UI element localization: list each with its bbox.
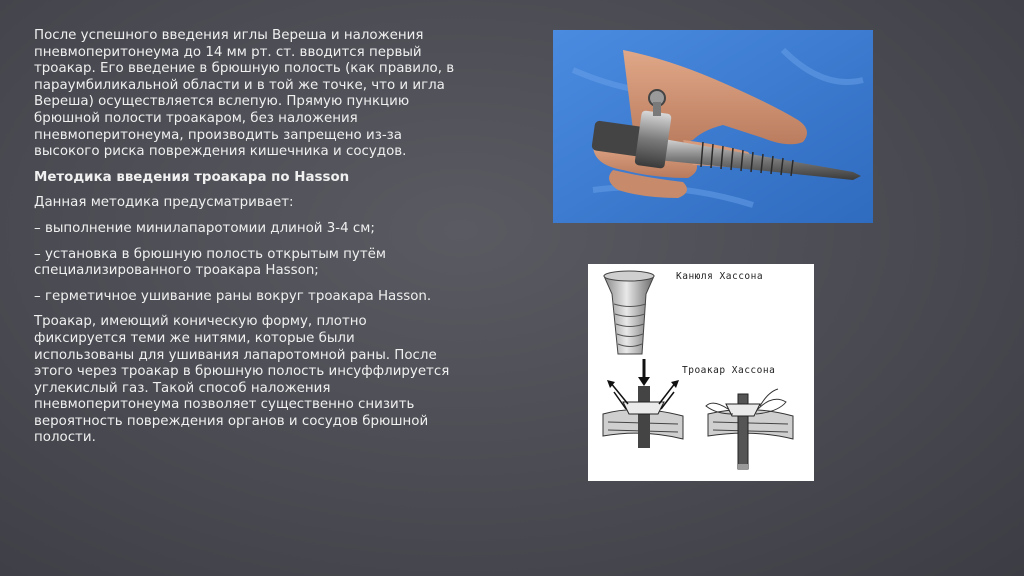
method-intro: Данная методика предусматривает:: [34, 195, 294, 211]
closing-paragraph: Троакар, имеющий коническую форму, плотно фиксируется теми же нитями, которые были использованы для ушивания лапаротомной раны. После этого через троакар в брюшную полость инсуффлируется углекислый газ. Такой способ наложения пневмоперитонеума позволяет существенно снизить вероятность повреждения органов и сосудов брюшной полости.: [34, 314, 450, 446]
list-item: – выполнение минилапаротомии длиной 3-4 см;: [34, 220, 375, 236]
hasson-diagram: [588, 264, 814, 481]
cannula-label: Канюля Хассона: [676, 271, 764, 282]
trocar-label: Троакар Хассона: [682, 365, 776, 376]
hasson-heading: Методика введения троакара по Hasson: [34, 169, 350, 185]
trocar-photo: [553, 30, 873, 223]
list-item: – установка в брюшную полость открытым путём специализированного троакара Hasson;: [34, 246, 386, 279]
intro-paragraph: После успешного введения иглы Вереша и наложения пневмоперитонеума до 14 мм рт. ст. вводится первый троакар. Его введение в брюшную полость (как правило, в параумбиликальной области и в той же точке, что и игла Вереша) осуществляется вслепую. Прямую пункцию брюшной полости троакаром, без наложения пневмоперитонеума, производить запрещено из-за высокого риска повреждения кишечника и сосудов.: [34, 28, 455, 160]
text-column: [34, 28, 459, 456]
list-item: – герметичное ушивание раны вокруг троакара Hasson.: [34, 288, 432, 304]
